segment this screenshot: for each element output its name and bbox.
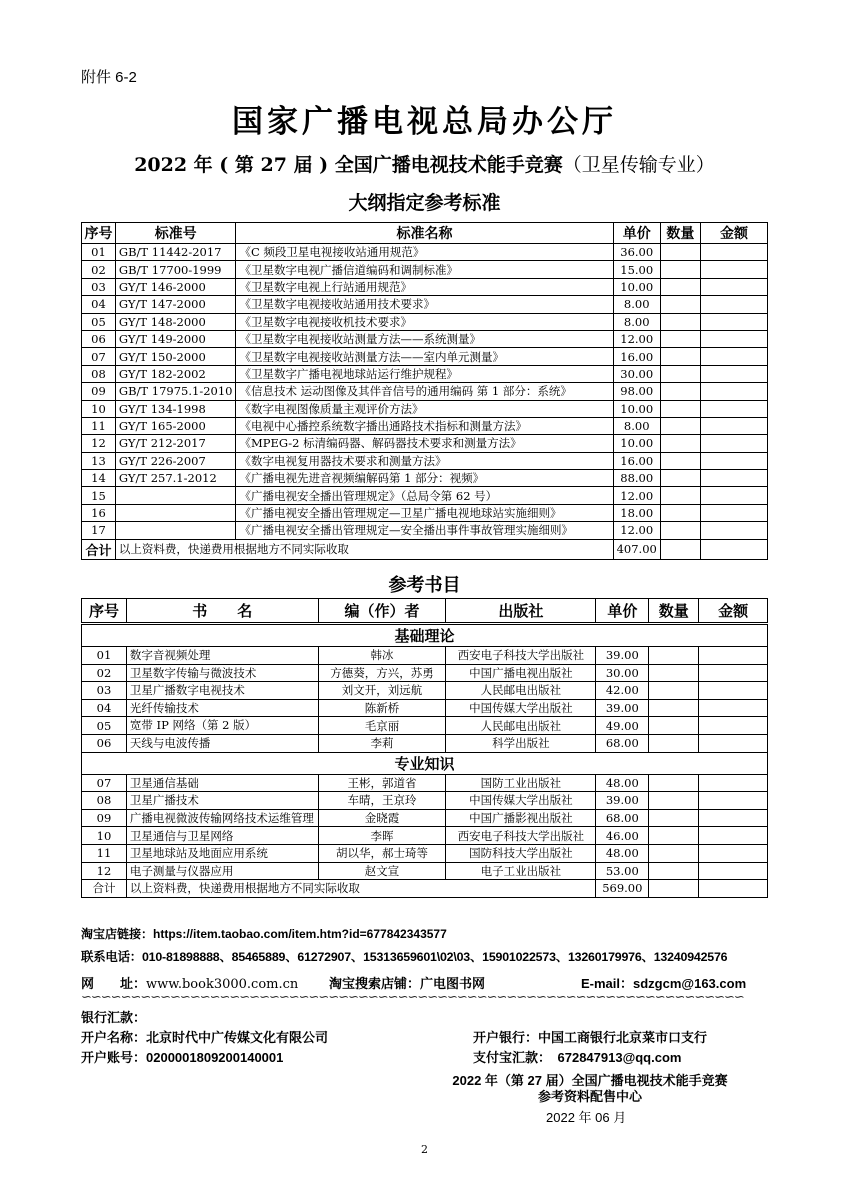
- amount-cell[interactable]: [700, 504, 767, 521]
- book-title: 光纤传输技术: [126, 699, 318, 717]
- standard-name: 《广播电视先进音视频编解码第 1 部分：视频》: [236, 470, 613, 487]
- book-publisher: 中国广播影视出版社: [446, 809, 596, 827]
- standard-code: [115, 522, 236, 539]
- book-author: 陈新桥: [318, 699, 446, 717]
- book-author: 赵文宣: [318, 862, 446, 880]
- standard-code: GY/T 146-2000: [115, 278, 236, 295]
- standard-code: GY/T 149-2000: [115, 330, 236, 347]
- amount-cell[interactable]: [700, 383, 767, 400]
- email[interactable]: E-mail：sdzgcm@163.com: [581, 976, 747, 991]
- standard-name: 《卫星数字电视接收站测量方法——室内单元测量》: [236, 348, 613, 365]
- standards-header-cell: 数量: [660, 223, 700, 244]
- table-row: [82, 313, 768, 330]
- row-number: 04: [82, 296, 116, 313]
- total-label: 合计: [82, 539, 116, 559]
- amount-cell[interactable]: [700, 261, 767, 278]
- unit-price: 16.00: [613, 348, 660, 365]
- alipay: 支付宝汇款： 672847913@qq.com: [473, 1050, 682, 1065]
- standard-code: GB/T 11442-2017: [115, 244, 236, 261]
- unit-price: 10.00: [613, 400, 660, 417]
- book-title: 广播电视微波传输网络技术运维管理: [126, 809, 318, 827]
- amount-cell[interactable]: [699, 734, 768, 752]
- row-number: 14: [82, 470, 116, 487]
- bank-label: 银行汇款：: [81, 1010, 147, 1025]
- amount-cell[interactable]: [700, 539, 767, 559]
- section-row: [82, 624, 768, 647]
- books-body: [82, 624, 768, 898]
- amount-cell[interactable]: [699, 844, 768, 862]
- row-number: 12: [82, 862, 127, 880]
- row-number: 11: [82, 844, 127, 862]
- amount-cell[interactable]: [700, 313, 767, 330]
- table-row: [82, 330, 768, 347]
- standard-name: 《MPEG-2 标清编码器、解码器技术要求和测量方法》: [236, 435, 613, 452]
- book-publisher: 国防工业出版社: [446, 774, 596, 792]
- row-number: 04: [82, 699, 127, 717]
- book-title: 卫星通信基础: [126, 774, 318, 792]
- book-publisher: 国防科技大学出版社: [446, 844, 596, 862]
- table-row: [82, 792, 768, 810]
- quantity-cell[interactable]: [660, 417, 700, 434]
- total-row: [82, 880, 768, 898]
- book-author: 李晖: [318, 827, 446, 845]
- unit-price: 16.00: [613, 452, 660, 469]
- row-number: 06: [82, 330, 116, 347]
- book-title: 天线与电波传播: [126, 734, 318, 752]
- unit-price: 10.00: [613, 435, 660, 452]
- standards-header-cell: 标准名称: [236, 223, 613, 244]
- quantity-cell[interactable]: [660, 487, 700, 504]
- standard-name: 《C 频段卫星电视接收站通用规范》: [236, 244, 613, 261]
- competition-main: 2022 年 ( 第 27 届 ) 全国广播电视技术能手竞赛: [134, 154, 563, 176]
- standards-table: [81, 222, 768, 560]
- amount-cell[interactable]: [700, 244, 767, 261]
- amount-cell[interactable]: [699, 682, 768, 700]
- table-row: [82, 296, 768, 313]
- table-row: [82, 435, 768, 452]
- standard-name: 《卫星数字电视接收站测量方法——系统测量》: [236, 330, 613, 347]
- table-row: [82, 504, 768, 521]
- standard-code: GY/T 150-2000: [115, 348, 236, 365]
- quantity-cell[interactable]: [660, 244, 700, 261]
- signature-block: [430, 1073, 750, 1105]
- row-number: 01: [82, 244, 116, 261]
- amount-cell[interactable]: [700, 330, 767, 347]
- total-price: 569.00: [596, 880, 649, 898]
- row-number: 06: [82, 734, 127, 752]
- quantity-cell[interactable]: [660, 522, 700, 539]
- website-link[interactable]: www.book3000.com.cn: [146, 977, 299, 992]
- contact-phone: 联系电话：010-81898888、85465889、61272907、15313659601\02\03、15901022573、13260179976、13240942576: [81, 950, 728, 964]
- book-author: 金晓霞: [318, 809, 446, 827]
- total-note: 以上资料费，快递费用根据地方不同实际收取: [126, 880, 595, 898]
- book-title: 卫星广播数字电视技术: [126, 682, 318, 700]
- account-number: 开户账号：0200001809200140001: [81, 1050, 284, 1065]
- row-number: 10: [82, 400, 116, 417]
- standard-code: GY/T 147-2000: [115, 296, 236, 313]
- book-author: 车晴，王京玲: [318, 792, 446, 810]
- amount-cell[interactable]: [700, 365, 767, 382]
- unit-price: 68.00: [596, 734, 649, 752]
- books-header-cell: 书 名: [126, 599, 318, 624]
- book-title: 卫星地球站及地面应用系统: [126, 844, 318, 862]
- total-note: 以上资料费，快递费用根据地方不同实际收取: [115, 539, 613, 559]
- row-number: 05: [82, 313, 116, 330]
- total-price: 407.00: [613, 539, 660, 559]
- unit-price: 8.00: [613, 313, 660, 330]
- table-row: [82, 734, 768, 752]
- book-publisher: 电子工业出版社: [446, 862, 596, 880]
- book-title: 卫星数字传输与微波技术: [126, 664, 318, 682]
- amount-cell[interactable]: [700, 487, 767, 504]
- unit-price: 18.00: [613, 504, 660, 521]
- book-publisher: 人民邮电出版社: [446, 717, 596, 735]
- row-number: 05: [82, 717, 127, 735]
- amount-cell[interactable]: [699, 647, 768, 665]
- amount-cell[interactable]: [700, 348, 767, 365]
- unit-price: 48.00: [596, 844, 649, 862]
- standard-name: 《卫星数字广播电视地球站运行维护规程》: [236, 365, 613, 382]
- book-title: 宽带 IP 网络（第 2 版）: [126, 717, 318, 735]
- quantity-cell[interactable]: [660, 330, 700, 347]
- book-author: 方德葵，方兴，苏勇: [318, 664, 446, 682]
- signature-date: 2022 年 06 月: [546, 1110, 627, 1125]
- books-header-cell: 编（作）者: [318, 599, 446, 624]
- book-author: 胡以华，郝士琦等: [318, 844, 446, 862]
- quantity-cell[interactable]: [660, 278, 700, 295]
- office-title: 国家广播电视总局办公厅: [232, 104, 617, 140]
- section-heading: 基础理论: [82, 624, 768, 647]
- quantity-cell[interactable]: [660, 504, 700, 521]
- unit-price: 49.00: [596, 717, 649, 735]
- amount-cell[interactable]: [699, 827, 768, 845]
- books-header-cell: 单价: [596, 599, 649, 624]
- quantity-cell[interactable]: [649, 844, 699, 862]
- row-number: 08: [82, 792, 127, 810]
- unit-price: 46.00: [596, 827, 649, 845]
- book-publisher: 西安电子科技大学出版社: [446, 647, 596, 665]
- unit-price: 39.00: [596, 647, 649, 665]
- quantity-cell[interactable]: [660, 539, 700, 559]
- row-number: 07: [82, 348, 116, 365]
- quantity-cell[interactable]: [660, 313, 700, 330]
- table-row: [82, 417, 768, 434]
- standards-title: 大纲指定参考标准: [348, 192, 501, 214]
- table-row: [82, 348, 768, 365]
- table-row: [82, 470, 768, 487]
- section-row: [82, 752, 768, 774]
- standard-name: 《卫星数字电视上行站通用规范》: [236, 278, 613, 295]
- row-number: 03: [82, 278, 116, 295]
- book-publisher: 西安电子科技大学出版社: [446, 827, 596, 845]
- row-number: 15: [82, 487, 116, 504]
- books-table: [81, 598, 768, 898]
- unit-price: 8.00: [613, 296, 660, 313]
- standard-code: GY/T 226-2007: [115, 452, 236, 469]
- table-row: [82, 522, 768, 539]
- amount-cell[interactable]: [700, 435, 767, 452]
- amount-cell[interactable]: [700, 417, 767, 434]
- book-title: 卫星广播技术: [126, 792, 318, 810]
- standard-code: GY/T 148-2000: [115, 313, 236, 330]
- amount-cell[interactable]: [699, 774, 768, 792]
- standards-header-row: [82, 223, 768, 244]
- standard-code: [115, 504, 236, 521]
- quantity-cell[interactable]: [660, 452, 700, 469]
- standard-code: GB/T 17975.1-2010: [115, 383, 236, 400]
- unit-price: 12.00: [613, 487, 660, 504]
- quantity-cell[interactable]: [660, 435, 700, 452]
- book-title: 数字音视频处理: [126, 647, 318, 665]
- table-row: [82, 365, 768, 382]
- table-row: [82, 699, 768, 717]
- unit-price: 39.00: [596, 699, 649, 717]
- row-number: 11: [82, 417, 116, 434]
- table-row: [82, 244, 768, 261]
- quantity-cell[interactable]: [660, 365, 700, 382]
- amount-cell[interactable]: [700, 400, 767, 417]
- amount-cell[interactable]: [699, 862, 768, 880]
- amount-cell[interactable]: [700, 452, 767, 469]
- unit-price: 88.00: [613, 470, 660, 487]
- table-row: [82, 261, 768, 278]
- table-row: [82, 452, 768, 469]
- website-label: 网 址：: [81, 976, 147, 991]
- unit-price: 15.00: [613, 261, 660, 278]
- signature-line1: 2022 年（第 27 届）全国广播电视技术能手竞赛: [452, 1073, 728, 1088]
- quantity-cell[interactable]: [649, 880, 699, 898]
- standards-body: [82, 244, 768, 560]
- standard-code: GY/T 165-2000: [115, 417, 236, 434]
- quantity-cell[interactable]: [649, 774, 699, 792]
- taobao-search: 淘宝搜索店铺：广电图书网: [329, 976, 486, 991]
- quantity-cell[interactable]: [649, 717, 699, 735]
- table-row: [82, 682, 768, 700]
- standards-header-cell: 金额: [700, 223, 767, 244]
- standard-name: 《数字电视图像质量主观评价方法》: [236, 400, 613, 417]
- quantity-cell[interactable]: [649, 792, 699, 810]
- total-label: 合计: [82, 880, 127, 898]
- table-row: [82, 774, 768, 792]
- quantity-cell[interactable]: [649, 734, 699, 752]
- unit-price: 8.00: [613, 417, 660, 434]
- amount-cell[interactable]: [699, 880, 768, 898]
- quantity-cell[interactable]: [649, 682, 699, 700]
- table-row: [82, 827, 768, 845]
- books-header-row: [82, 599, 768, 624]
- attachment-label: 附件 6-2: [81, 69, 137, 86]
- standards-header-cell: 单价: [613, 223, 660, 244]
- row-number: 07: [82, 774, 127, 792]
- books-header-cell: 出版社: [446, 599, 596, 624]
- standard-name: 《信息技术 运动图像及其伴音信号的通用编码 第 1 部分：系统》: [236, 383, 613, 400]
- row-number: 09: [82, 383, 116, 400]
- quantity-cell[interactable]: [660, 383, 700, 400]
- book-author: 王彬，郭道省: [318, 774, 446, 792]
- taobao-link[interactable]: 淘宝店链接：https://item.taobao.com/item.htm?id=677842343577: [81, 927, 447, 941]
- row-number: 02: [82, 664, 127, 682]
- total-row: [82, 539, 768, 559]
- book-author: 刘文开，刘远航: [318, 682, 446, 700]
- book-author: 韩冰: [318, 647, 446, 665]
- quantity-cell[interactable]: [660, 348, 700, 365]
- unit-price: 12.00: [613, 330, 660, 347]
- table-row: [82, 487, 768, 504]
- book-publisher: 科学出版社: [446, 734, 596, 752]
- quantity-cell[interactable]: [649, 699, 699, 717]
- unit-price: 68.00: [596, 809, 649, 827]
- unit-price: 30.00: [613, 365, 660, 382]
- table-row: [82, 400, 768, 417]
- book-publisher: 中国传媒大学出版社: [446, 792, 596, 810]
- book-author: 李莉: [318, 734, 446, 752]
- row-number: 01: [82, 647, 127, 665]
- table-row: [82, 862, 768, 880]
- quantity-cell[interactable]: [649, 862, 699, 880]
- unit-price: 53.00: [596, 862, 649, 880]
- table-row: [82, 664, 768, 682]
- unit-price: 36.00: [613, 244, 660, 261]
- book-publisher: 人民邮电出版社: [446, 682, 596, 700]
- row-number: 08: [82, 365, 116, 382]
- unit-price: 48.00: [596, 774, 649, 792]
- unit-price: 10.00: [613, 278, 660, 295]
- standard-code: GB/T 17700-1999: [115, 261, 236, 278]
- row-number: 13: [82, 452, 116, 469]
- amount-cell[interactable]: [700, 470, 767, 487]
- book-title: 电子测量与仪器应用: [126, 862, 318, 880]
- table-row: [82, 647, 768, 665]
- amount-cell[interactable]: [699, 664, 768, 682]
- decorative-divider: ∽∽∽∽∽∽∽∽∽∽∽∽∽∽∽∽∽∽∽∽∽∽∽∽∽∽∽∽∽∽∽∽∽∽∽∽∽∽∽∽∽∽∽∽∽∽∽∽∽∽∽∽∽∽∽∽∽∽∽∽∽∽∽∽∽∽∽: [81, 990, 744, 1005]
- signature-line2: 参考资料配售中心: [537, 1089, 642, 1104]
- standard-code: GY/T 182-2002: [115, 365, 236, 382]
- quantity-cell[interactable]: [660, 261, 700, 278]
- unit-price: 98.00: [613, 383, 660, 400]
- account-name: 开户名称：北京时代中广传媒文化有限公司: [81, 1030, 329, 1045]
- amount-cell[interactable]: [700, 522, 767, 539]
- book-title: 卫星通信与卫星网络: [126, 827, 318, 845]
- standard-name: 《广播电视安全播出管理规定—安全播出事件事故管理实施细则》: [236, 522, 613, 539]
- standard-code: GY/T 257.1-2012: [115, 470, 236, 487]
- standard-name: 《广播电视安全播出管理规定》（总局令第 62 号）: [236, 487, 613, 504]
- standards-header-cell: 标准号: [115, 223, 236, 244]
- quantity-cell[interactable]: [660, 296, 700, 313]
- standard-code: GY/T 134-1998: [115, 400, 236, 417]
- standard-name: 《数字电视复用器技术要求和测量方法》: [236, 452, 613, 469]
- unit-price: 39.00: [596, 792, 649, 810]
- amount-cell[interactable]: [699, 699, 768, 717]
- row-number: 09: [82, 809, 127, 827]
- amount-cell[interactable]: [700, 278, 767, 295]
- table-row: [82, 809, 768, 827]
- row-number: 02: [82, 261, 116, 278]
- unit-price: 42.00: [596, 682, 649, 700]
- standard-name: 《广播电视安全播出管理规定—卫星广播电视地球站实施细则》: [236, 504, 613, 521]
- quantity-cell[interactable]: [649, 664, 699, 682]
- books-header-cell: 序号: [82, 599, 127, 624]
- amount-cell[interactable]: [699, 809, 768, 827]
- competition-title: [0, 150, 849, 177]
- section-heading: 专业知识: [82, 752, 768, 774]
- row-number: 16: [82, 504, 116, 521]
- books-header-cell: 金额: [699, 599, 768, 624]
- unit-price: 12.00: [613, 522, 660, 539]
- standard-code: [115, 487, 236, 504]
- table-row: [82, 278, 768, 295]
- row-number: 17: [82, 522, 116, 539]
- bank-name: 开户银行：中国工商银行北京菜市口支行: [473, 1030, 708, 1045]
- page-number: 2: [421, 1143, 428, 1156]
- amount-cell[interactable]: [700, 296, 767, 313]
- competition-sub: （卫星传输专业）: [562, 154, 715, 176]
- books-header-cell: 数量: [649, 599, 699, 624]
- book-publisher: 中国传媒大学出版社: [446, 699, 596, 717]
- quantity-cell[interactable]: [649, 827, 699, 845]
- quantity-cell[interactable]: [649, 647, 699, 665]
- amount-cell[interactable]: [699, 717, 768, 735]
- book-publisher: 中国广播电视出版社: [446, 664, 596, 682]
- unit-price: 30.00: [596, 664, 649, 682]
- standards-header-cell: 序号: [82, 223, 116, 244]
- table-row: [82, 383, 768, 400]
- book-author: 毛京丽: [318, 717, 446, 735]
- row-number: 03: [82, 682, 127, 700]
- standard-code: GY/T 212-2017: [115, 435, 236, 452]
- table-row: [82, 844, 768, 862]
- quantity-cell[interactable]: [660, 470, 700, 487]
- table-row: [82, 717, 768, 735]
- row-number: 12: [82, 435, 116, 452]
- standard-name: 《卫星数字电视广播信道编码和调制标准》: [236, 261, 613, 278]
- row-number: 10: [82, 827, 127, 845]
- standard-name: 《卫星数字电视接收站通用技术要求》: [236, 296, 613, 313]
- books-title: 参考书目: [388, 575, 461, 596]
- standard-name: 《卫星数字电视接收机技术要求》: [236, 313, 613, 330]
- standard-name: 《电视中心播控系统数字播出通路技术指标和测量方法》: [236, 417, 613, 434]
- quantity-cell[interactable]: [649, 809, 699, 827]
- quantity-cell[interactable]: [660, 400, 700, 417]
- amount-cell[interactable]: [699, 792, 768, 810]
